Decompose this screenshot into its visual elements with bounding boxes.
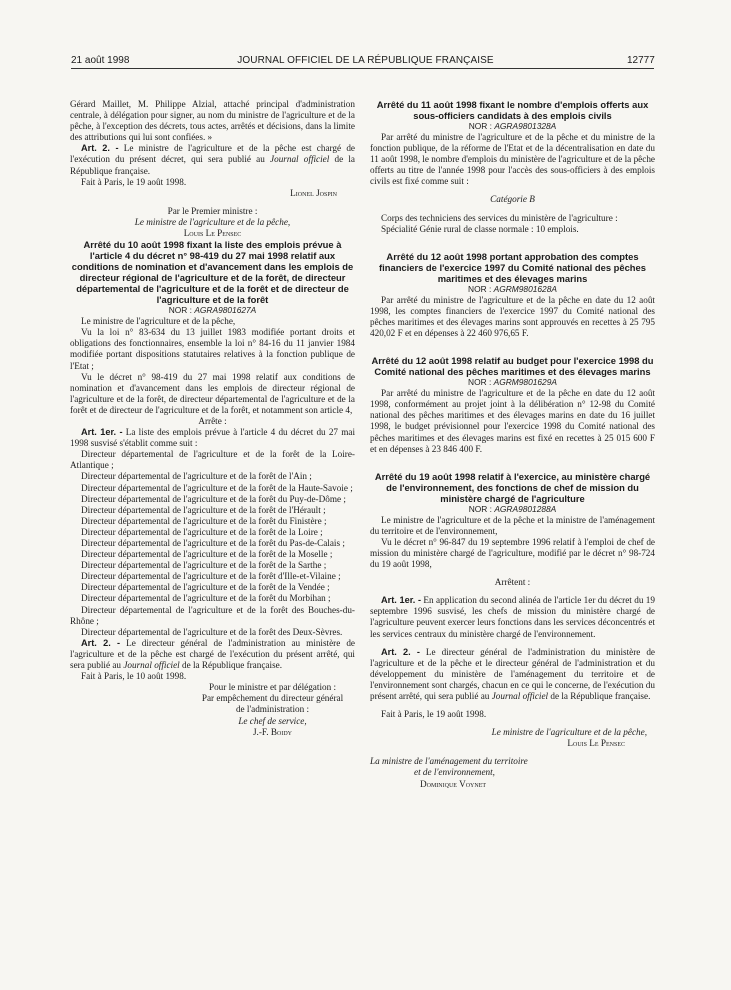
arrete-heading: Arrête : [198, 415, 227, 426]
paragraph: Corps des techniciens des services du ministère de l'agriculture : [381, 212, 618, 223]
list-item: Directeur départemental de l'agriculture et de la forêt de la Sarthe ; [81, 560, 327, 571]
paragraph: Vu la loi n° 83-634 du 13 juillet 1983 modifiée portant droits et obligations des fonctionnaires, ensemble la loi n° 84-16 du 11 janvier 1984 modifiée portant dispositions statutaires relatives à la fonction publique de l'Etat ; [70, 327, 355, 371]
paragraph: Vu le décret n° 96-847 du 19 septembre 1996 relatif à l'emploi de chef de mission du ministère chargé de l'agriculture, modifié par le décret n° 98-724 du 19 août 1998, [370, 536, 655, 570]
signer-name: Louis Le Pensec [567, 738, 625, 749]
list-item: Directeur départemental de l'agriculture et de la forêt de la Loire ; [81, 526, 323, 537]
signer-role: Le ministre de l'agriculture et de la pêche, [491, 727, 647, 738]
paragraph: Le ministre de l'agriculture et de la pêche, [81, 316, 236, 327]
paragraph: Par arrêté du ministre de l'agriculture et de la pêche en date du 12 août 1998, les comptes financiers de l'exercice 1997 du Comité national des pêches maritimes et des élevages marins sont approuvés en recettes à 25 795 420,02 F et en dépenses à 22 460 976,65 F. [370, 294, 655, 339]
article-1-paragraph: Art. 1er. - En application du second alinéa de l'article 1er du décret du 19 septembre 1996 susvisé, les chefs de mission du ministère chargé de l'agriculture peuvent exercer leurs fonctions dans les services déconcentrés et les services centraux du ministère chargé de l'environnement. [370, 595, 655, 639]
paragraph: Par arrêté du ministre de l'agriculture et de la pêche et du ministre de la fonction publique, de la réforme de l'Etat et de la décentralisation en date du 11 août 1998, le nombre d'emplois du ministère de l'agriculture et de la pêche offerts au titre de l'année 1998 pour l'accès des sous-officiers à des emplois civils est fixé comme suit : [370, 132, 655, 187]
decree-title: Arrêté du 10 août 1998 fixant la liste des emplois prévue à l'article 4 du décret n° 98-419 du 27 mai 1998 relatif aux conditions de nomination et d'avancement dans les emplois de directeur régional de l'agriculture et de la forêt, de directeur départemental de l'agriculture et de la forêt et de directeur de l'agriculture et de la forêt [71, 239, 354, 306]
decree-title: Arrêté du 11 août 1998 fixant le nombre d'emplois offerts aux sous-officiers candidats à des emplois civils [376, 99, 649, 121]
list-item: Directeur départemental de l'agriculture et de la forêt de la Loire-Atlantique ; [70, 449, 355, 471]
list-item: Directeur départemental de l'agriculture et de la forêt des Deux-Sèvres. [81, 626, 343, 637]
list-item: Directeur départemental de l'agriculture et de la forêt des Bouches-du-Rhône ; [70, 604, 355, 626]
emplois-list [70, 449, 355, 638]
done-at: Fait à Paris, le 10 août 1998. [81, 671, 187, 682]
minister-name: Louis Le Pensec [183, 228, 242, 239]
article-2-paragraph: Art. 2. - Le ministre de l'agriculture et de la pêche est chargé de l'exécution du présent décret, qui sera publié au Journal officiel de la République française. [70, 143, 355, 176]
paragraph: Par arrêté du ministre de l'agriculture et de la pêche en date du 12 août 1998, conformément au projet joint à la délibération n° 12-98 du Comité national des pêches maritimes et des élevages marins en date du 16 juillet 1998, le budget prévisionnel pour l'exercice 1998 du Comité national des pêches maritimes et des élevages marins est fixé en recettes à 25 015 600 F et en dépenses à 23 846 400 F. [370, 388, 655, 454]
decree-title: Arrêté du 12 août 1998 relatif au budget pour l'exercice 1998 du Comité national des pêches maritimes et des élevages marins [371, 355, 654, 378]
done-at: Fait à Paris, le 19 août 1998. [381, 709, 487, 720]
nor-reference: NOR : AGRM9801628A [468, 283, 557, 294]
nor-reference: NOR : AGRA9801627A [168, 305, 257, 316]
list-item: Directeur départemental de l'agriculture et de la forêt de l'Hérault ; [81, 504, 326, 515]
header-rule [71, 68, 654, 69]
signer-name: Dominique Voynet [420, 778, 487, 789]
arretent-heading: Arrêtent : [494, 577, 531, 588]
signature-name: Lionel Jospin [290, 187, 337, 198]
minister-title: Le ministre de l'agriculture et de la pêche, [134, 216, 291, 227]
decree-title: Arrêté du 12 août 1998 portant approbation des comptes financiers de l'exercice 1997 du Comité national des pêches maritimes et des élevages marins [379, 250, 646, 284]
list-item: Directeur départemental de l'agriculture et de la forêt du Puy-de-Dôme ; [81, 493, 346, 504]
list-item: Directeur départemental de l'agriculture et de la forêt de la Vendée ; [81, 582, 330, 593]
nor-reference: NOR : AGRA9801288A [468, 503, 557, 514]
list-item: Directeur départemental de l'agriculture et de la forêt d'Ille-et-Vilaine ; [81, 571, 341, 582]
category-heading: Catégorie B [490, 194, 535, 205]
signer-role: La ministre de l'aménagement du territoire [370, 756, 528, 767]
paragraph: Le ministre de l'agriculture et de la pêche et la ministre de l'aménagement du territoire et de l'environnement, [370, 514, 655, 536]
article-2-paragraph: Art. 2. - Le directeur général de l'administration au ministère de l'agriculture et de la pêche est chargé de l'exécution du présent arrêté, qui sera publié au Journal officiel de la République française. [70, 637, 355, 671]
done-at: Fait à Paris, le 19 août 1998. [81, 176, 187, 187]
list-item: Directeur départemental de l'agriculture et de la forêt du Pas-de-Calais ; [81, 538, 345, 548]
article-2-paragraph: Art. 2. - Le directeur général de l'administration du ministère de l'agriculture et de la pêche et le directeur général de l'administration et du développement du ministère de l'aménagement du territoire et de l'environnement sont chargés, chacun en ce qui le concerne, de l'exécution du présent arrêté, qui sera publié au Journal officiel de la République française. [370, 646, 655, 701]
signer-name: J.-F. Boidy [252, 726, 293, 737]
right-column [370, 99, 655, 790]
list-item: Directeur départemental de l'agriculture et de la forêt du Finistère ; [81, 515, 327, 526]
page-number: 12777 [627, 55, 655, 66]
signer-role: Le chef de service, [238, 715, 307, 726]
paragraph: Spécialité Génie rural de classe normale : 10 emplois. [381, 223, 579, 234]
article-1-paragraph: Art. 1er. - La liste des emplois prévue à l'article 4 du décret du 27 mai 1998 susvisé s'établit comme suit : [70, 427, 355, 449]
paragraph: Vu le décret n° 98-419 du 27 mai 1998 relatif aux conditions de nomination et d'avancement dans les emplois de directeur régional de l'agriculture et de la forêt, de directeur départemental de l'agriculture et de la forêt et de directeur de l'agriculture et de la forêt, et notamment son article 4, [70, 371, 355, 415]
header-date: 21 août 1998 [71, 55, 130, 66]
left-column [70, 99, 355, 738]
list-item: Directeur départemental de l'agriculture et de la forêt de la Haute-Savoie ; [81, 482, 353, 493]
intro-paragraph: Gérard Maillet, M. Philippe Alzial, attaché principal d'administration centrale, à délégation pour signer, au nom du ministre de l'agriculture et de la pêche, à l'exception des décrets, tous actes, arrêtés et décisions, dans la limite des attributions qui lui sont confiées. » [70, 99, 355, 143]
decree-title: Arrêté du 19 août 1998 relatif à l'exercice, au ministère chargé de l'environnement, des fonctions de chef de mission du ministère chargé de l'agriculture [374, 470, 651, 504]
list-item: Directeur départemental de l'agriculture et de la forêt de l'Ain ; [81, 471, 312, 482]
signer-role: et de l'environnement, [414, 767, 495, 778]
list-item: Directeur départemental de l'agriculture et de la forêt du Morbihan ; [81, 593, 331, 604]
list-item: Directeur départemental de l'agriculture et de la forêt de la Moselle ; [81, 549, 333, 560]
premier-ministre-line: Par le Premier ministre : [167, 205, 258, 216]
signature-block: Pour le ministre et par délégation : Par empêchement du directeur général de l'administration : Le chef de service, J.-F. Boidy [190, 682, 355, 737]
article-label: Art. 2. - [81, 143, 119, 154]
journal-title: JOURNAL OFFICIEL DE LA RÉPUBLIQUE FRANÇAISE [237, 55, 494, 66]
nor-reference: NOR : AGRA9801328A [468, 121, 557, 131]
nor-reference: NOR : AGRM9801629A [468, 377, 557, 388]
